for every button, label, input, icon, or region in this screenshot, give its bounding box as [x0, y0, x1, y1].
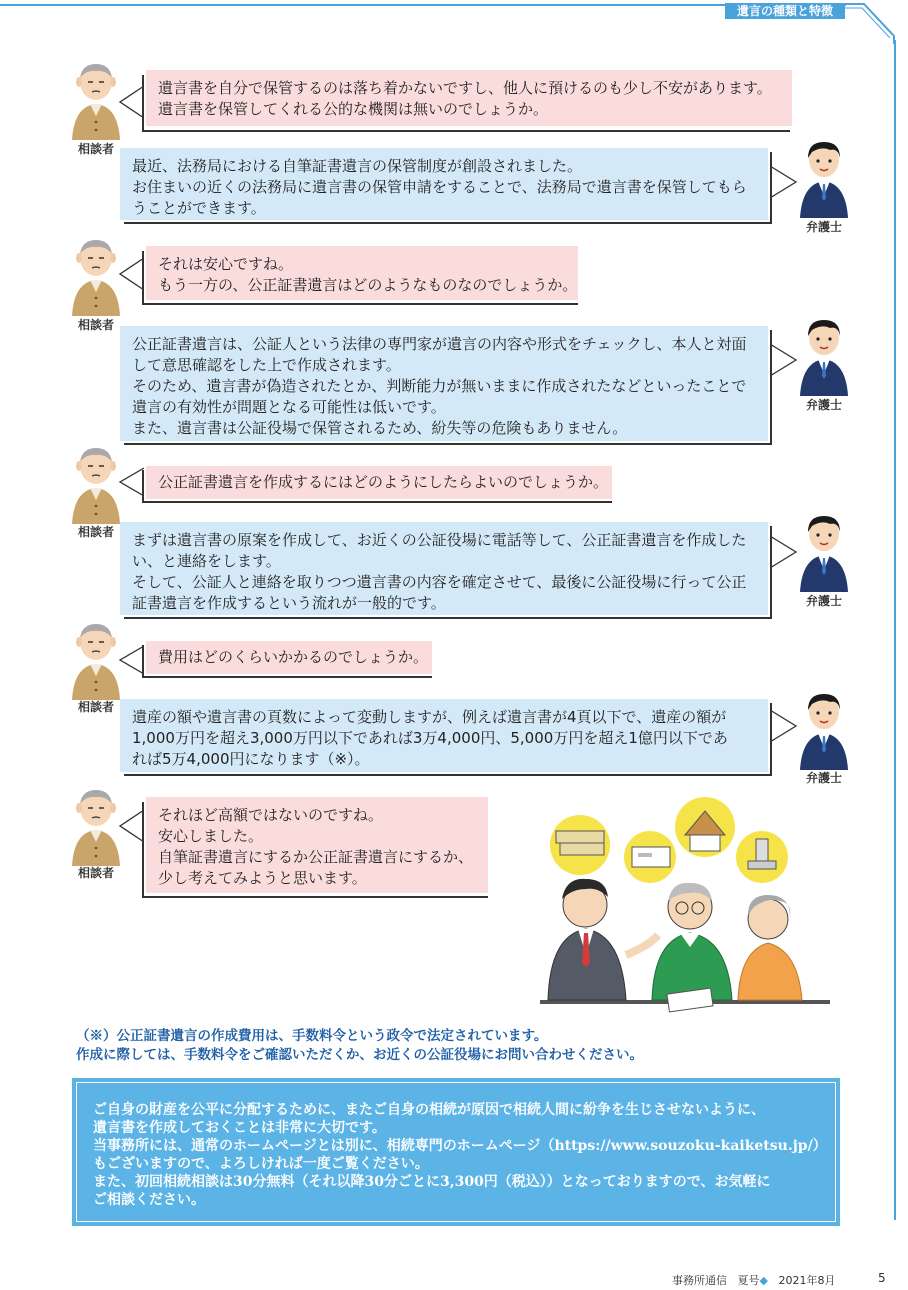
client-bubble-3: 公正証書遺言を作成するにはどのようにしたらよいのでしょうか。 — [146, 466, 612, 499]
bubble-shadow — [124, 222, 772, 224]
client-avatar-icon — [66, 236, 126, 316]
bubble-tail — [118, 464, 144, 500]
bubble-shadow — [142, 251, 144, 305]
bubble-tail — [118, 642, 144, 678]
page-number: 5 — [878, 1271, 886, 1285]
bubble-tail — [118, 806, 144, 846]
client-avatar-icon — [66, 444, 126, 524]
bubble-shadow — [142, 75, 144, 132]
lawyer-bubble-1: 最近、法務局における自筆証書遺言の保管制度が創設されました。 お住まいの近くの法務局に遺言書の保管申請をすることで、法務局で遺言書を保管してもら うことができます。 — [120, 148, 768, 220]
client-label: 相談者 — [77, 866, 114, 880]
bubble-shadow — [142, 645, 144, 678]
client-label: 相談者 — [77, 700, 114, 714]
client-avatar-icon — [66, 60, 126, 140]
footnote: （※）公正証書遺言の作成費用は、手数料令という政令で法定されています。 作成に際しては、手数料令をご確認いただくか、お近くの公証役場にお問い合わせください。 — [76, 1028, 643, 1063]
bubble-shadow — [142, 470, 144, 503]
client-label: 相談者 — [77, 525, 114, 539]
consultation-illustration — [540, 795, 830, 1035]
client-label: 相談者 — [77, 142, 114, 156]
lawyer-avatar-icon — [794, 138, 854, 218]
bubble-tail — [118, 82, 144, 122]
lawyer-bubble-3: まずは遺言書の原案を作成して、お近くの公証役場に電話等して、公正証書遺言を作成した い、と連絡をします。 そして、公証人と連絡を取りつつ遺言書の内容を確定させて、最後に公証役場に行って公正 証書遺言を作成するという流れが一般的です。 — [120, 522, 768, 615]
lawyer-label: 弁護士 — [805, 398, 842, 412]
lawyer-label: 弁護士 — [805, 220, 842, 234]
client-bubble-4: 費用はどのくらいかかるのでしょうか。 — [146, 641, 432, 674]
section-tab: 遺言の種類と特徴 — [725, 3, 845, 19]
bubble-shadow — [124, 443, 772, 445]
client-avatar-icon — [66, 786, 126, 866]
lawyer-avatar-icon — [794, 512, 854, 592]
issue-name: 夏号 — [737, 1274, 760, 1287]
lawyer-label: 弁護士 — [805, 594, 842, 608]
header-rule — [0, 4, 846, 6]
lawyer-bubble-4: 遺産の額や遺言書の頁数によって変動しますが、例えば遺言書が4頁以下で、遺産の額が 1,000万円を超え3,000万円以下であれば3万4,000円、5,000万円を超え1億円以下であ れば5万4,000円になります（※）。 — [120, 699, 768, 772]
lawyer-avatar-icon — [794, 690, 854, 770]
bubble-shadow — [124, 617, 772, 619]
bubble-shadow — [124, 774, 772, 776]
footer — [672, 1272, 835, 1288]
publication-name: 事務所通信 — [672, 1274, 727, 1287]
client-bubble-1: 遺言書を自分で保管するのは落ち着かないですし、他人に預けるのも少し不安があります。 遺言書を保管してくれる公的な機関は無いのでしょうか。 — [146, 70, 792, 126]
corner-decoration — [844, 0, 908, 44]
bubble-tail — [118, 254, 144, 294]
client-avatar-icon — [66, 620, 126, 700]
lawyer-label: 弁護士 — [805, 771, 842, 785]
client-bubble-5: それほど高額ではないのですね。 安心しました。 自筆証書遺言にするか公正証書遺言にするか、 少し考えてみようと思います。 — [146, 797, 488, 893]
lawyer-bubble-2: 公正証書遺言は、公証人という法律の専門家が遺言の内容や形式をチェックし、本人と対面 して意思確認をした上で作成されます。 そのため、遺言書が偽造されたとか、判断能力が無いままに作成されたなどといったことで 遺言の有効性が問題となる可能性は低いです。 また、遺言書は公証役場で保管されるため、紛失等の危険もありません。 — [120, 326, 768, 441]
client-bubble-2: それは安心ですね。 もう一方の、公正証書遺言はどのようなものなのでしょうか。 — [146, 246, 578, 300]
bubble-shadow — [142, 802, 144, 898]
lawyer-avatar-icon — [794, 316, 854, 396]
info-box-text: ご自身の財産を公平に分配するために、またご自身の相続が原因で相続人間に紛争を生じさせないように、 遺言書を作成しておくことは非常に大切です。 当事務所には、通常のホームページとは別に、相続専門のホームページ（https://www.souzoku-kaiketsu.jp/） もございますので、よろしければ一度ご覧ください。 また、初回相続相談は30分無料（それ以降30分ごとに3,300円（税込））となっておりますので、お気軽に ご相談ください。 — [76, 1082, 836, 1222]
issue-date: 2021年8月 — [778, 1274, 836, 1287]
client-label: 相談者 — [77, 318, 114, 332]
diamond-icon: ◆ — [759, 1274, 768, 1287]
right-margin-rule — [894, 40, 896, 1220]
info-box — [72, 1078, 840, 1226]
